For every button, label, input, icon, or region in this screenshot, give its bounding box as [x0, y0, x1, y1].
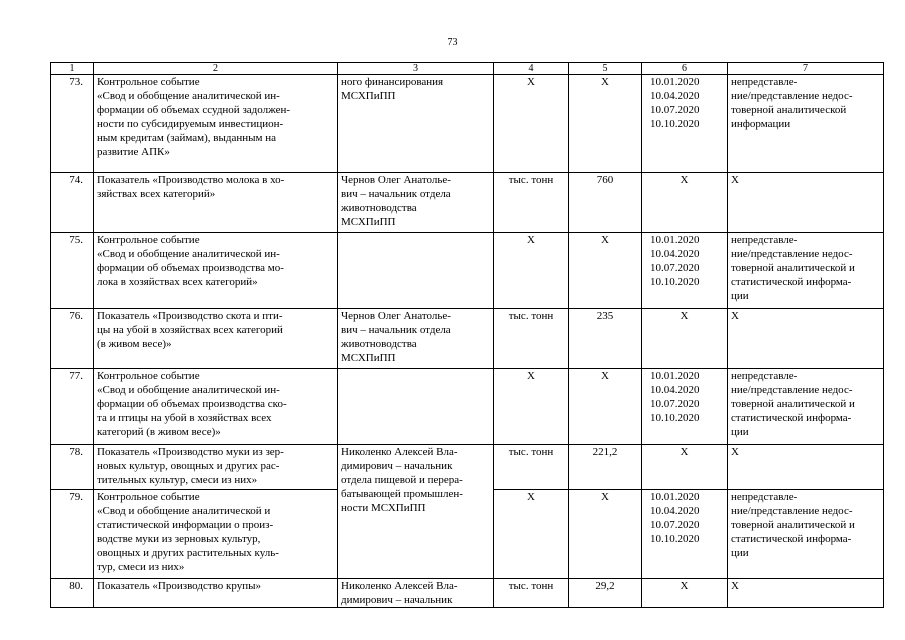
event-name: Контрольное событие «Свод и обобщение аналитической ин- формации об объемах производства ско- та и птицы на убой в хозяйствах всех категорий (в живом весе)»: [94, 369, 338, 445]
table-row: [51, 233, 884, 309]
indicator-name: Показатель «Производство молока в хо- зяйствах всех категорий»: [94, 173, 338, 233]
plan-table: [50, 62, 884, 608]
risk: Х: [728, 579, 884, 608]
dates: 10.01.2020 10.04.2020 10.07.2020 10.10.2020: [642, 75, 728, 173]
value: Х: [569, 75, 642, 173]
table-row: [51, 173, 884, 233]
event-name: Контрольное событие «Свод и обобщение аналитической ин- формации об объемах производства мо- лока в хозяйствах всех категорий»: [94, 233, 338, 309]
value: 29,2: [569, 579, 642, 608]
row-number: 75.: [51, 233, 94, 309]
responsible: [338, 233, 494, 309]
risk: Х: [728, 309, 884, 369]
row-number: 79.: [51, 490, 94, 579]
page-number: 73: [447, 37, 458, 48]
responsible: Николенко Алексей Вла- димирович – начальник отдела пищевой и перера- батывающей промышлен- ности МСХПиПП: [338, 445, 494, 579]
event-name: Контрольное событие «Свод и обобщение аналитической и статистической информации о произ- водстве муки из зерновых культур, овощных и других растительных куль- тур, смеси из них»: [94, 490, 338, 579]
column-header: 5: [569, 63, 642, 75]
risk: Х: [728, 173, 884, 233]
unit: Х: [494, 490, 569, 579]
responsible: Чернов Олег Анатолье- вич – начальник отдела животноводства МСХПиПП: [338, 173, 494, 233]
indicator-name: Показатель «Производство крупы»: [94, 579, 338, 608]
table-row: [51, 369, 884, 445]
unit: тыс. тонн: [494, 445, 569, 490]
risk: непредставле- ние/представление недос- товерной аналитической и статистической информа- ции: [728, 490, 884, 579]
column-header: 3: [338, 63, 494, 75]
unit: тыс. тонн: [494, 579, 569, 608]
dates: Х: [642, 173, 728, 233]
value: 235: [569, 309, 642, 369]
indicator-name: Показатель «Производство скота и пти- цы на убой в хозяйствах всех категорий (в живом весе)»: [94, 309, 338, 369]
dates: 10.01.2020 10.04.2020 10.07.2020 10.10.2020: [642, 369, 728, 445]
table-row: [51, 579, 884, 608]
value: Х: [569, 490, 642, 579]
risk: непредставле- ние/представление недос- товерной аналитической и статистической информа- ции: [728, 369, 884, 445]
value: 760: [569, 173, 642, 233]
row-number: 80.: [51, 579, 94, 608]
dates: 10.01.2020 10.04.2020 10.07.2020 10.10.2020: [642, 233, 728, 309]
responsible: [338, 369, 494, 445]
responsible: Чернов Олег Анатолье- вич – начальник отдела животноводства МСХПиПП: [338, 309, 494, 369]
table-row: [51, 445, 884, 490]
responsible: ного финансирования МСХПиПП: [338, 75, 494, 173]
column-header: 7: [728, 63, 884, 75]
row-number: 73.: [51, 75, 94, 173]
row-number: 74.: [51, 173, 94, 233]
column-header: 6: [642, 63, 728, 75]
row-number: 77.: [51, 369, 94, 445]
table-row: [51, 309, 884, 369]
dates: Х: [642, 309, 728, 369]
column-number-row: [51, 63, 884, 75]
unit: Х: [494, 369, 569, 445]
column-header: 4: [494, 63, 569, 75]
indicator-name: Показатель «Производство муки из зер- новых культур, овощных и других рас- тительных культур, смеси из них»: [94, 445, 338, 490]
row-number: 76.: [51, 309, 94, 369]
unit: Х: [494, 233, 569, 309]
event-name: Контрольное событие «Свод и обобщение аналитической ин- формации об объемах ссудной задолжен- ности по субсидируемым инвестицион- ным кредитам (займам), выданным на развитие АПК»: [94, 75, 338, 173]
risk: непредставле- ние/представление недос- товерной аналитической информации: [728, 75, 884, 173]
dates: Х: [642, 445, 728, 490]
value: Х: [569, 233, 642, 309]
unit: Х: [494, 75, 569, 173]
unit: тыс. тонн: [494, 173, 569, 233]
table-row: [51, 75, 884, 173]
unit: тыс. тонн: [494, 309, 569, 369]
dates: 10.01.2020 10.04.2020 10.07.2020 10.10.2020: [642, 490, 728, 579]
value: Х: [569, 369, 642, 445]
risk: непредставле- ние/представление недос- товерной аналитической и статистической информа- ции: [728, 233, 884, 309]
responsible: Николенко Алексей Вла- димирович – начальник: [338, 579, 494, 608]
value: 221,2: [569, 445, 642, 490]
column-header: 1: [51, 63, 94, 75]
dates: Х: [642, 579, 728, 608]
row-number: 78.: [51, 445, 94, 490]
column-header: 2: [94, 63, 338, 75]
risk: Х: [728, 445, 884, 490]
